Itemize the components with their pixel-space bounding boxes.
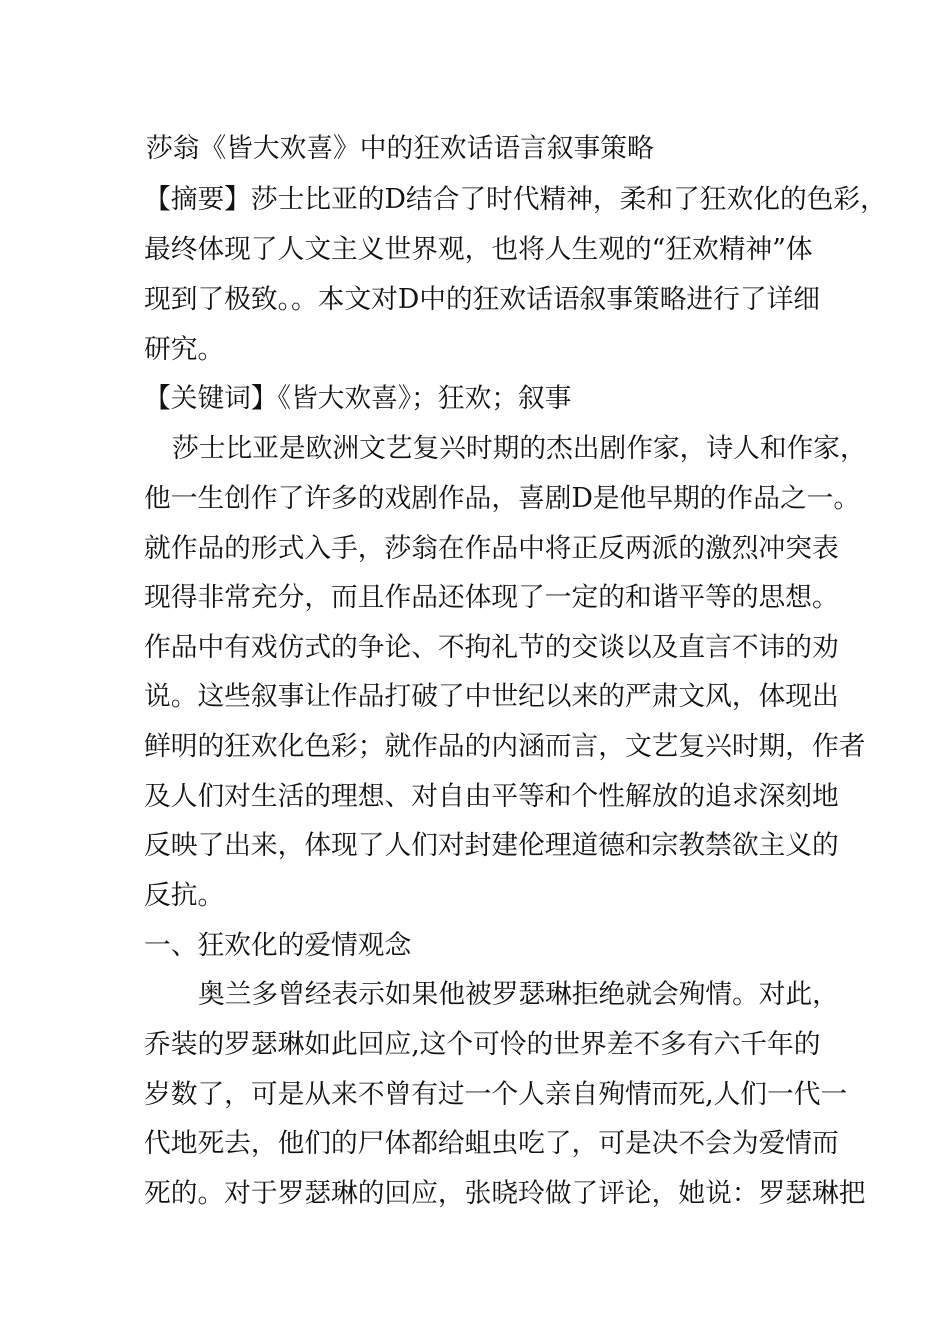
paragraph-line: 说。这些叙事让作品打破了中世纪以来的严肃文风，体现出: [144, 681, 839, 712]
paragraph-line: 死的。对于罗瑟琳的回应，张晓玲做了评论，她说：罗瑟琳把: [144, 1178, 866, 1209]
paragraph-line: 鲜明的狂欢化色彩；就作品的内涵而言，文艺复兴时期，作者: [144, 731, 866, 762]
paragraph-line: 就作品的形式入手，莎翁在作品中将正反两派的激烈冲突表: [144, 533, 839, 564]
abstract-line: 现到了极致。。本文对D中的狂欢话语叙事策略进行了详细: [144, 284, 821, 315]
paragraph-line: 代地死去，他们的尸体都给蛆虫吃了，可是决不会为爱情而: [144, 1128, 839, 1159]
paragraph-line: 奥兰多曾经表示如果他被罗瑟琳拒绝就会殉情。对此，: [198, 979, 839, 1010]
paragraph-line: 反抗。: [144, 880, 225, 911]
abstract-line: 【摘要】莎士比亚的D结合了时代精神，柔和了狂欢化的色彩，: [144, 184, 887, 215]
paragraph-line: 反映了出来，体现了人们对封建伦理道德和宗教禁欲主义的: [144, 830, 839, 861]
document-title: 莎翁《皆大欢喜》中的狂欢话语言叙事策略: [146, 133, 654, 164]
paragraph-line: 莎士比亚是欧洲文艺复兴时期的杰出剧作家，诗人和作家，: [172, 433, 867, 464]
paragraph-line: 作品中有戏仿式的争论、不拘礼节的交谈以及直言不讳的劝: [144, 632, 839, 663]
paragraph-line: 乔装的罗瑟琳如此回应,这个可怜的世界差不多有六千年的: [144, 1029, 821, 1060]
abstract-line: 最终体现了人文主义世界观，也将人生观的“狂欢精神”体: [144, 234, 813, 265]
section-heading: 一、狂欢化的爱情观念: [144, 930, 412, 961]
paragraph-line: 他一生创作了许多的戏剧作品，喜剧D是他早期的作品之一。: [144, 483, 861, 514]
keywords: 【关键词】《皆大欢喜》；狂欢；叙事: [144, 383, 572, 414]
abstract-line: 研究。: [144, 334, 225, 365]
paragraph-line: 现得非常充分，而且作品还体现了一定的和谐平等的思想。: [144, 582, 839, 613]
paragraph-line: 及人们对生活的理想、对自由平等和个性解放的追求深刻地: [144, 781, 839, 812]
paragraph-line: 岁数了，可是从来不曾有过一个人亲自殉情而死,人们一代一: [144, 1079, 848, 1110]
